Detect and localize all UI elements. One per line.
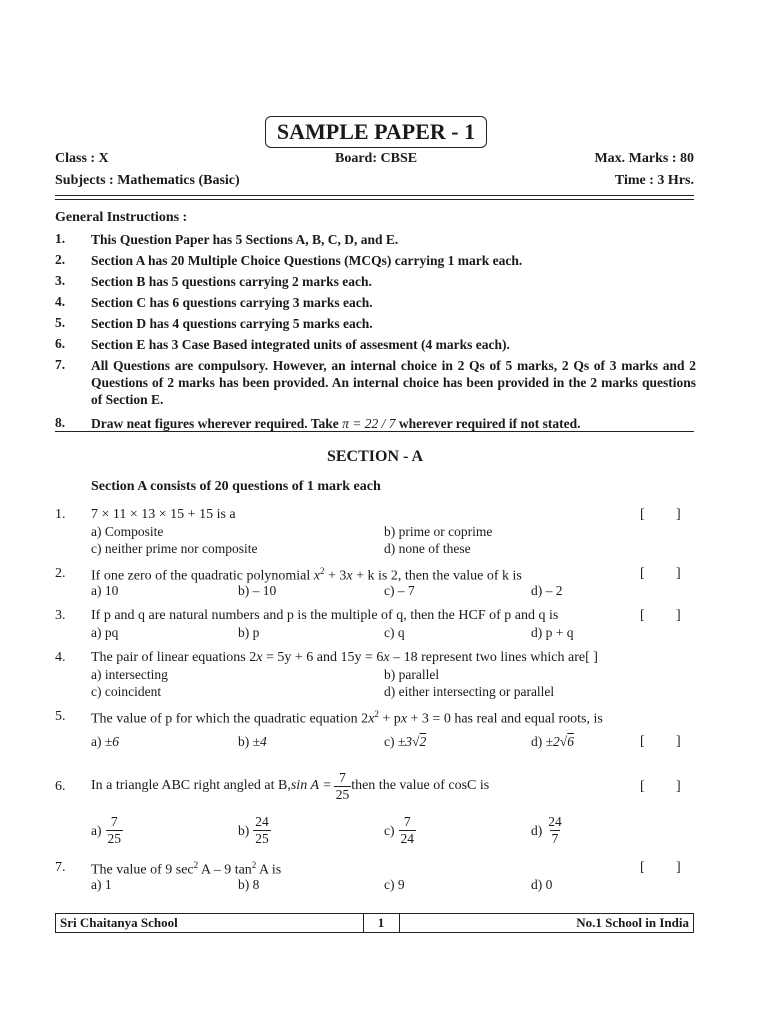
question-number: 7. [55,860,66,875]
question-number: 1. [55,507,66,522]
instruction-number: 5. [55,315,66,330]
option: d) 0 [531,877,553,892]
instruction-number: 3. [55,273,66,288]
question-number: 4. [55,650,66,665]
footer-tagline: No.1 School in India [576,915,689,930]
question-text: If p and q are natural numbers and p is the multiple of q, then the HCF of p and q is [91,608,559,623]
option: d) – 2 [531,583,563,598]
paper-title: SAMPLE PAPER - 1 [265,116,487,148]
question-text: The value of 9 $\sec^2 A - 9$ $\tan^2 A$ is [91,860,282,878]
question-text: In a triangle ABC right angled at B, sin A = $\frac{7}{25}$ then the value of cosC is [91,769,490,802]
time-label: Time : 3 Hrs. [614,173,694,188]
page-number: 1 [377,915,385,930]
footer-school: Sri Chaitanya School [60,915,178,930]
section-title: SECTION - A [326,448,424,465]
option: d) $\frac{24}{7}$ [531,814,562,846]
class-label: Class : X [55,151,109,166]
instruction-text-after: wherever required if not stated. [395,416,581,431]
option: b) prime or coprime [384,524,493,539]
option: a) 1 [91,877,112,892]
question-number: 3. [55,608,66,623]
instruction-text: Section E has 3 Case Based integrated units of assesment (4 marks each). [91,337,510,352]
question-text: If one zero of the quadratic polynomial $x^2 + 3x + k$ is 2, then the value of k is [91,566,522,584]
option: a) Composite [91,524,164,539]
instruction-number: 8. [55,415,66,430]
option: a) 10 [91,583,119,598]
instruction-text [91,415,696,432]
option: b) – 10 [238,583,277,598]
option: b) 8 [238,877,260,892]
header-rule-bottom [55,199,694,200]
question-number: 5. [55,709,66,724]
option: a) $\frac{7}{25}$ [91,814,121,846]
instruction-number: 2. [55,252,66,267]
option: b) parallel [384,667,440,682]
option: c) $\frac{7}{24}$ [384,814,414,846]
option: b) p [238,625,260,640]
instruction-text: Section A has 20 Multiple Choice Questions (MCQs) carrying 1 mark each. [91,253,523,268]
footer-divider [399,914,400,932]
section-subtitle: Section A consists of 20 questions of 1 mark each [91,479,381,494]
max-marks-label: Max. Marks : 80 [594,151,694,166]
option: c) q [384,625,405,640]
question-number: 2. [55,566,66,581]
option: d) either intersecting or parallel [384,684,555,699]
instructions-rule [55,431,694,432]
question-text: The pair of linear equations 2x = 5y + 6 and 15y = 6x – 18 represent two lines which are[ ] [91,650,598,665]
option: c) 9 [384,877,405,892]
question-text: The value of p for which the quadratic equation $2x^2$ + px + 3 = 0 has real and equal roots, is [91,709,603,727]
instruction-text: Section D has 4 questions carrying 5 marks each. [91,316,373,331]
instructions-heading: General Instructions : [55,210,188,225]
instruction-number: 4. [55,294,66,309]
option: a) intersecting [91,667,168,682]
option: d) ±2√6 [531,734,574,749]
option: b) ±4 [238,734,267,749]
option: c) neither prime nor composite [91,541,258,556]
option: a) pq [91,625,119,640]
instruction-number: 1. [55,231,66,246]
instruction-number: 7. [55,357,66,372]
option: d) p + q [531,625,574,640]
option: c) coincident [91,684,162,699]
instruction-text: This Question Paper has 5 Sections A, B, C, D, and E. [91,232,399,247]
option: c) ±3√2 [384,734,427,749]
option: c) – 7 [384,583,415,598]
option: b) $\frac{24}{25}$ [238,814,269,846]
header-rule-top [55,195,694,196]
pi-value: π = 22 / 7 [342,416,396,431]
option: d) none of these [384,541,471,556]
question-number: 6. [55,779,66,794]
fraction: $\frac{7}{25}$ [335,769,350,802]
instruction-text: Section C has 6 questions carrying 3 marks each. [91,295,373,310]
board-label: Board: CBSE [335,151,418,166]
instruction-text-before: Draw neat figures wherever required. Take [91,416,343,431]
instruction-text: All Questions are compulsory. However, an internal choice in 2 Qs of 5 marks, 2 Qs of 3 marks and 2 Questions of 2 marks has been provided. An internal choice has been provided in the 2 marks questions of Section E. [91,358,696,407]
subjects-label: Subjects : Mathematics (Basic) [55,173,240,188]
page-footer [55,913,694,933]
question-text: 7 × 11 × 13 × 15 + 15 is a [91,507,236,522]
instruction-number: 6. [55,336,66,351]
instruction-text: Section B has 5 questions carrying 2 marks each. [91,274,372,289]
option: a) ±6 [91,734,120,749]
